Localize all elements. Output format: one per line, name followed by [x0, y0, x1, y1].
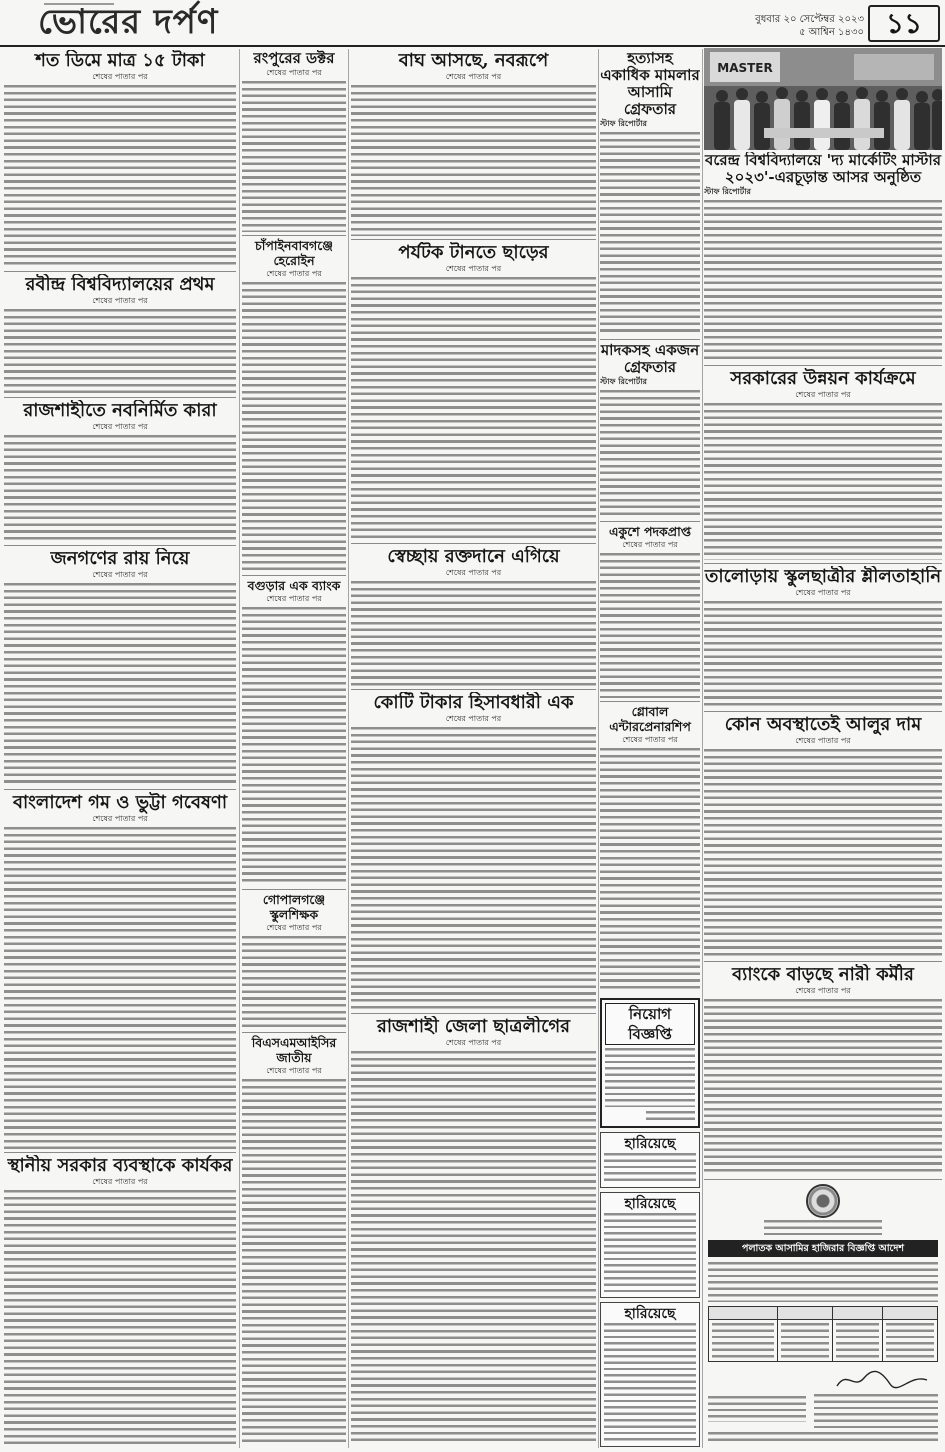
- article-body: [4, 583, 236, 786]
- headline: পর্যটক টানতে ছাড়ের: [398, 242, 549, 263]
- article-talora-schoolgirl: [704, 566, 942, 712]
- headline: রবীন্দ্র বিশ্ববিদ্যালয়ের প্রথম: [25, 274, 215, 295]
- article-potato-price: [704, 714, 942, 962]
- kicker: শেষের পাতার পর: [92, 570, 148, 579]
- headline: কোন অবস্থাতেই আলুর দাম: [724, 714, 922, 735]
- article-body: [600, 132, 700, 336]
- kicker: শেষের পাতার পর: [92, 422, 148, 431]
- headline: হত্যাসহ একাধিক মামলার আসামি গ্রেফতার: [600, 50, 700, 118]
- article-body: [242, 936, 346, 1029]
- lost-notice: [600, 1192, 700, 1298]
- article-body: [704, 749, 942, 958]
- court-notice: [704, 1182, 942, 1447]
- recruitment-ad: [600, 998, 700, 1128]
- event-photo: [704, 48, 942, 150]
- kicker: শেষের পাতার পর: [795, 390, 851, 399]
- issue-date: [748, 13, 864, 39]
- byline: স্টাফ রিপোর্টার: [704, 187, 751, 196]
- article-gopalganj-teacher: [242, 892, 346, 1033]
- event-photo-image: [704, 48, 942, 150]
- article-government-development: [704, 368, 942, 564]
- article-body: [242, 282, 346, 572]
- court-notice-table: [708, 1306, 938, 1362]
- header-divider: [0, 45, 945, 47]
- lost-notice: [600, 1132, 700, 1188]
- article-ekushey-padak: [600, 524, 700, 702]
- article-wheat-maize-research: [4, 792, 236, 1153]
- article-body: [4, 309, 236, 394]
- headline: রাজশাহীতে নবনির্মিত কারা: [23, 400, 217, 421]
- article-body: [600, 748, 700, 991]
- article-body: [704, 999, 942, 1176]
- article-egg-price: [4, 50, 236, 272]
- article-barind-marketing-master: [704, 152, 942, 366]
- column-divider: [598, 49, 599, 1448]
- article-body: [351, 85, 596, 236]
- masthead-title-text: ভোরের দর্পণ: [38, 2, 219, 42]
- lost-notice-body: [604, 1153, 696, 1185]
- court-notice-paragraph: [708, 1262, 938, 1302]
- table-column: [883, 1307, 937, 1361]
- headline: ব্যাংকে বাড়ছে নারী কর্মীর: [732, 964, 914, 985]
- article-tourist-discount: [351, 242, 596, 544]
- kicker: শেষের পাতার পর: [622, 540, 678, 549]
- article-rabindra-university: [4, 274, 236, 398]
- headline: চাঁপাইনবাবগঞ্জে হেরোইন: [255, 238, 333, 268]
- article-chapainawabganj-heroin: [242, 238, 346, 576]
- article-body: [242, 607, 346, 886]
- lost-notice-body: [604, 1213, 696, 1295]
- article-murder-accused-arrested: [600, 50, 700, 340]
- headline: জনগণের রায় নিয়ে: [50, 548, 190, 569]
- signature: [832, 1368, 932, 1392]
- kicker: শেষের পাতার পর: [92, 1177, 148, 1186]
- kicker: শেষের পাতার পর: [266, 68, 322, 77]
- bangla-date: ৫ আশ্বিন ১৪৩০: [798, 27, 864, 38]
- page-number: ১১: [868, 5, 940, 42]
- headline: তালোড়ায় স্কুলছাত্রীর শ্লীলতাহানি: [704, 566, 942, 587]
- article-body: [242, 1079, 346, 1444]
- kicker: শেষের পাতার পর: [795, 588, 851, 597]
- article-body: [4, 435, 236, 542]
- article-body: [351, 277, 596, 540]
- government-seal-icon: [806, 1184, 840, 1218]
- kicker: শেষের পাতার পর: [445, 72, 502, 81]
- article-body: [4, 85, 236, 268]
- court-notice-reference: [708, 1396, 806, 1422]
- article-crore-taka-accounts: [351, 692, 596, 1014]
- column-divider: [702, 49, 703, 1448]
- kicker: শেষের পাতার পর: [622, 735, 678, 744]
- article-body: [242, 81, 346, 232]
- kicker: শেষের পাতার পর: [92, 296, 148, 305]
- headline: বাংলাদেশ গম ও ভুট্টা গবেষণা: [12, 792, 228, 813]
- headline: বিএসএমআইসির জাতীয়: [251, 1035, 337, 1065]
- article-rajshahi-chhatra-league: [351, 1016, 596, 1447]
- article-women-bank-employees: [704, 964, 942, 1180]
- article-rangpur-doctor: [242, 50, 346, 236]
- headline: বরেন্দ্র বিশ্ববিদ্যালয়ে 'দ্য মার্কেটিং মাস্টার ২০২৩'-এরচূড়ান্ত আসর অনুষ্ঠিত: [705, 152, 941, 186]
- recruitment-ad-signature: [646, 1111, 696, 1123]
- headline: সরকারের উন্নয়ন কার্যক্রমে: [730, 368, 916, 389]
- kicker: শেষের পাতার পর: [445, 264, 502, 273]
- recruitment-ad-body: [605, 1048, 695, 1107]
- lost-notice-body: [604, 1323, 696, 1444]
- court-notice-title: পলাতক আসামির হাজিরার বিজ্ঞপ্তি আদেশ: [708, 1240, 938, 1257]
- headline: কোটি টাকার হিসাবধারী এক: [373, 692, 574, 713]
- column-divider: [348, 49, 349, 1448]
- photo-banner-text: MASTER: [717, 61, 773, 75]
- article-rajshahi-prison: [4, 400, 236, 546]
- lost-notice-title: হারিয়েছে: [624, 1136, 676, 1152]
- headline: একুশে পদকপ্রাপ্ত: [608, 524, 692, 539]
- article-body: [704, 403, 942, 560]
- kicker: শেষের পাতার পর: [795, 986, 851, 995]
- headline: মাদকসহ একজন গ্রেফতার: [600, 342, 700, 376]
- table-column: [709, 1307, 778, 1361]
- article-blood-donation: [351, 546, 596, 690]
- table-column: [778, 1307, 833, 1361]
- article-body: [351, 1051, 596, 1444]
- article-body: [600, 390, 700, 518]
- article-global-entrepreneurship: [600, 704, 700, 994]
- article-public-verdict: [4, 548, 236, 790]
- article-tiger-new-look: [351, 50, 596, 240]
- table-column: [833, 1307, 884, 1361]
- lost-notice-title: হারিয়েছে: [624, 1306, 676, 1322]
- lost-notice: [600, 1302, 700, 1447]
- headline: বগুড়ার এক ব্যাংক: [247, 578, 341, 593]
- article-body: [351, 727, 596, 1010]
- headline: স্থানীয় সরকার ব্যবস্থাকে কার্যকর: [7, 1155, 233, 1176]
- kicker: শেষের পাতার পর: [266, 923, 322, 932]
- headline: বাঘ আসছে, নবরূপে: [398, 50, 549, 71]
- signatory-details: [814, 1394, 938, 1428]
- article-bogura-bank: [242, 578, 346, 890]
- byline: স্টাফ রিপোর্টার: [600, 377, 647, 386]
- lost-notice-title: হারিয়েছে: [624, 1196, 676, 1212]
- court-notice-header-text: [764, 1220, 882, 1236]
- kicker: শেষের পাতার পর: [266, 594, 322, 603]
- kicker: শেষের পাতার পর: [92, 72, 148, 81]
- article-body: [600, 553, 700, 698]
- article-local-government: [4, 1155, 236, 1447]
- headline: রংপুরের ডক্টর: [253, 50, 335, 67]
- column-divider: [239, 49, 240, 1448]
- kicker: শেষের পাতার পর: [266, 1066, 322, 1075]
- masthead-title: [38, 2, 218, 42]
- article-body: [704, 200, 942, 362]
- article-bsmic-national: [242, 1035, 346, 1447]
- kicker: শেষের পাতার পর: [266, 269, 322, 278]
- byline: স্টাফ রিপোর্টার: [600, 119, 647, 128]
- article-drugs-arrest: [600, 342, 700, 522]
- kicker: শেষের পাতার পর: [445, 714, 502, 723]
- court-notice-footer: [708, 1432, 938, 1442]
- headline: রাজশাহী জেলা ছাত্রলীগের: [376, 1016, 571, 1037]
- article-body: [4, 827, 236, 1149]
- kicker: শেষের পাতার পর: [795, 736, 851, 745]
- recruitment-ad-title: নিয়োগ বিজ্ঞপ্তি: [605, 1003, 695, 1045]
- headline: স্বেচ্ছায় রক্তদানে এগিয়ে: [387, 546, 560, 567]
- headline: গ্লোবাল এন্টারপ্রেনারশিপ: [609, 704, 691, 734]
- kicker: শেষের পাতার পর: [445, 1038, 502, 1047]
- headline: গোপালগঞ্জে স্কুলশিক্ষক: [262, 892, 326, 922]
- weekday-date: বুধবার ২০ সেপ্টেম্বর ২০২৩: [755, 14, 864, 25]
- article-body: [4, 1190, 236, 1444]
- article-body: [351, 581, 596, 686]
- headline: শত ডিমে মাত্র ১৫ টাকা: [35, 50, 205, 71]
- kicker: শেষের পাতার পর: [445, 568, 502, 577]
- article-body: [704, 601, 942, 708]
- kicker: শেষের পাতার পর: [92, 814, 148, 823]
